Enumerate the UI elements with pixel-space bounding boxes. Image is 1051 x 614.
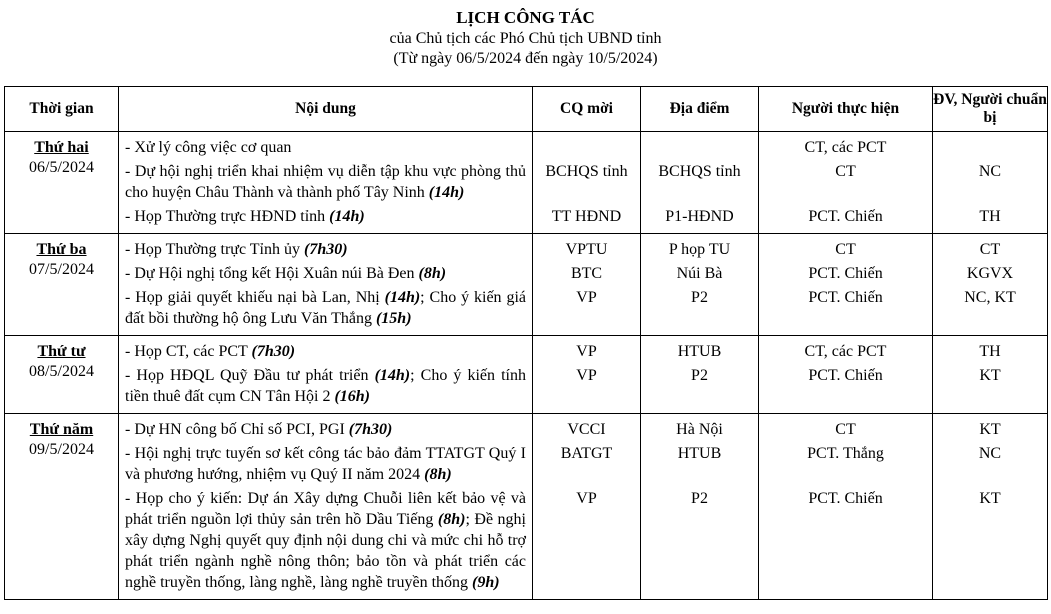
place-value: HTUB: [677, 343, 722, 360]
day-name: Thứ năm: [29, 421, 94, 438]
day-date: 07/5/2024: [29, 261, 94, 278]
inviter-value: VCCI: [567, 421, 606, 438]
agenda-time: (14h): [374, 367, 411, 384]
day-date: 06/5/2024: [29, 159, 94, 176]
agenda-time: (7h30): [348, 421, 393, 438]
place-value: Núi Bà: [676, 265, 723, 282]
agenda-text: ; Cho ý kiến giá đất bồi thường hộ ông Lưu Văn Thắng: [125, 289, 526, 327]
person-value: CT, các PCT: [804, 343, 887, 360]
page-subtitle: của Chủ tịch các Phó Chủ tịch UBND tỉnh: [389, 30, 662, 47]
place-cell: [641, 234, 759, 336]
inviter-cell: [533, 414, 641, 600]
person-value: CT, các PCT: [804, 139, 887, 156]
inviter-value: VP: [576, 343, 597, 360]
table-row: [5, 414, 1048, 600]
day-name: Thứ tư: [37, 343, 86, 360]
agenda-time: (8h): [418, 265, 447, 282]
agenda-text: - Họp Thường trực Tỉnh ủy: [125, 241, 304, 258]
inviter-value: TT HĐND: [551, 208, 622, 225]
agenda-text: - Dự HN công bố Chỉ số PCI, PGI: [125, 421, 349, 438]
col-header-prep: ĐV, Người chuẩn bị: [933, 87, 1048, 132]
place-cell: [641, 132, 759, 234]
person-value: PCT. Chiến: [808, 265, 883, 282]
content-cell: [119, 336, 533, 414]
agenda-time: (14h): [384, 289, 421, 306]
agenda-time: (16h): [334, 388, 371, 405]
day-cell: [5, 414, 119, 600]
col-header-inviter: CQ mời: [533, 87, 641, 132]
place-cell: [641, 336, 759, 414]
prep-cell: [933, 234, 1048, 336]
person-cell: [759, 132, 933, 234]
place-cell: [641, 414, 759, 600]
prep-value: KT: [979, 421, 1001, 438]
agenda-item: [125, 341, 526, 362]
prep-value: KT: [979, 490, 1001, 507]
agenda-item: [125, 263, 526, 284]
page-title: LỊCH CÔNG TÁC: [456, 8, 595, 27]
table-row: [5, 234, 1048, 336]
person-value: CT: [835, 241, 856, 258]
agenda-item: [125, 239, 526, 260]
agenda-text: - Họp CT, các PCT: [125, 343, 252, 360]
agenda-text: - Họp Thường trực HĐND tỉnh: [125, 208, 330, 225]
agenda-text: - Hội nghị trực tuyến sơ kết công tác bảo đảm TTATGT Quý I và phương hướng, nhiệm vụ Quý II năm 2024: [125, 445, 526, 483]
prep-value: NC: [978, 445, 1002, 462]
day-cell: [5, 132, 119, 234]
agenda-text: - Họp cho ý kiến: Dự án Xây dựng Chuỗi liên kết bảo vệ và phát triển nguồn lợi thủy sản trên hồ Dầu Tiếng: [125, 490, 526, 528]
day-cell: [5, 336, 119, 414]
col-header-time: Thời gian: [5, 87, 119, 132]
person-value: CT: [835, 421, 856, 438]
place-value: P1-HĐND: [665, 208, 734, 225]
day-name: Thứ ba: [36, 241, 87, 258]
agenda-text: - Xử lý công việc cơ quan: [125, 139, 292, 156]
prep-value: KT: [979, 367, 1001, 384]
person-value: PCT. Chiến: [808, 367, 883, 384]
place-value: HTUB: [677, 445, 722, 462]
agenda-text: - Dự hội nghị triển khai nhiệm vụ diễn tập khu vực phòng thủ cho huyện Châu Thành và thành phố Tây Ninh: [125, 163, 526, 201]
place-value: P2: [691, 289, 708, 306]
place-value: BCHQS tỉnh: [658, 163, 741, 180]
prep-value: CT: [979, 241, 1001, 258]
inviter-cell: [533, 234, 641, 336]
agenda-time: (8h): [424, 466, 452, 483]
content-cell: [119, 132, 533, 234]
inviter-value: BATGT: [560, 445, 613, 462]
table-row: [5, 132, 1048, 234]
agenda-text: - Dự Hội nghị tổng kết Hội Xuân núi Bà Đen: [125, 265, 419, 282]
agenda-text: ; Đề nghị xây dựng Nghị quyết quy định nội dung chi và mức chi hỗ trợ phát triển ngành nghề nông thôn; bảo tồn và phát triển các nghề truyền thống, làng nghề, làng nghề truyền thống: [125, 511, 526, 591]
table-header-row: [5, 87, 1048, 132]
agenda-item: [125, 419, 526, 440]
prep-value: [933, 137, 1047, 158]
person-value: PCT. Thắng: [807, 445, 884, 462]
prep-cell: [933, 132, 1048, 234]
inviter-cell: [533, 132, 641, 234]
agenda-time: (15h): [375, 310, 412, 327]
col-header-place: Địa điểm: [641, 87, 759, 132]
schedule-table: [4, 86, 1048, 600]
day-date: 09/5/2024: [29, 441, 94, 458]
prep-value: NC: [978, 163, 1002, 180]
agenda-text: - Họp giải quyết khiếu nại bà Lan, Nhị: [125, 289, 385, 306]
agenda-item: [125, 137, 526, 158]
period-text: (Từ ngày 06/5/2024 đến ngày 10/5/2024): [393, 50, 658, 67]
place-value: P2: [691, 367, 708, 384]
person-value: PCT. Chiến: [808, 490, 883, 507]
agenda-time: (14h): [329, 208, 365, 225]
agenda-time: (8h): [437, 511, 466, 528]
prep-value: KGVX: [966, 265, 1014, 282]
prep-cell: [933, 336, 1048, 414]
agenda-item: [125, 365, 526, 407]
prep-value: TH: [979, 343, 1001, 360]
inviter-value: BCHQS tỉnh: [545, 163, 628, 180]
agenda-item: [125, 488, 526, 593]
place-value: Hà Nội: [676, 421, 723, 438]
inviter-value: VP: [576, 490, 597, 507]
agenda-item: [125, 206, 526, 227]
inviter-cell: [533, 336, 641, 414]
inviter-value: VP: [576, 367, 597, 384]
table-row: [5, 336, 1048, 414]
content-cell: [119, 234, 533, 336]
person-value: PCT. Chiến: [808, 289, 883, 306]
agenda-time: (14h): [428, 184, 465, 201]
content-cell: [119, 414, 533, 600]
col-header-content: Nội dung: [119, 87, 533, 132]
agenda-text: ; Cho ý kiến tính tiền thuê đất cụm CN Tân Hội 2: [125, 367, 526, 405]
day-name: Thứ hai: [34, 139, 89, 156]
agenda-item: [125, 161, 526, 203]
agenda-item: [125, 287, 526, 329]
prep-cell: [933, 414, 1048, 600]
day-date: 08/5/2024: [29, 363, 94, 380]
agenda-time: (7h30): [303, 241, 348, 258]
inviter-value: [533, 137, 640, 158]
agenda-time: (9h): [472, 574, 500, 591]
person-cell: [759, 414, 933, 600]
agenda-item: [125, 443, 526, 485]
person-value: CT: [835, 163, 856, 180]
person-value: PCT. Chiến: [808, 208, 883, 225]
inviter-value: VP: [576, 289, 597, 306]
place-value: P họp TU: [668, 241, 731, 258]
prep-value: TH: [979, 208, 1001, 225]
prep-value: NC, KT: [964, 289, 1016, 306]
col-header-person: Người thực hiện: [759, 87, 933, 132]
person-cell: [759, 336, 933, 414]
agenda-time: (7h30): [251, 343, 296, 360]
inviter-value: BTC: [570, 265, 603, 282]
inviter-value: VPTU: [565, 241, 608, 258]
day-cell: [5, 234, 119, 336]
place-value: [641, 137, 758, 158]
person-cell: [759, 234, 933, 336]
agenda-text: - Họp HĐQL Quỹ Đầu tư phát triển: [125, 367, 375, 384]
place-value: P2: [691, 490, 708, 507]
